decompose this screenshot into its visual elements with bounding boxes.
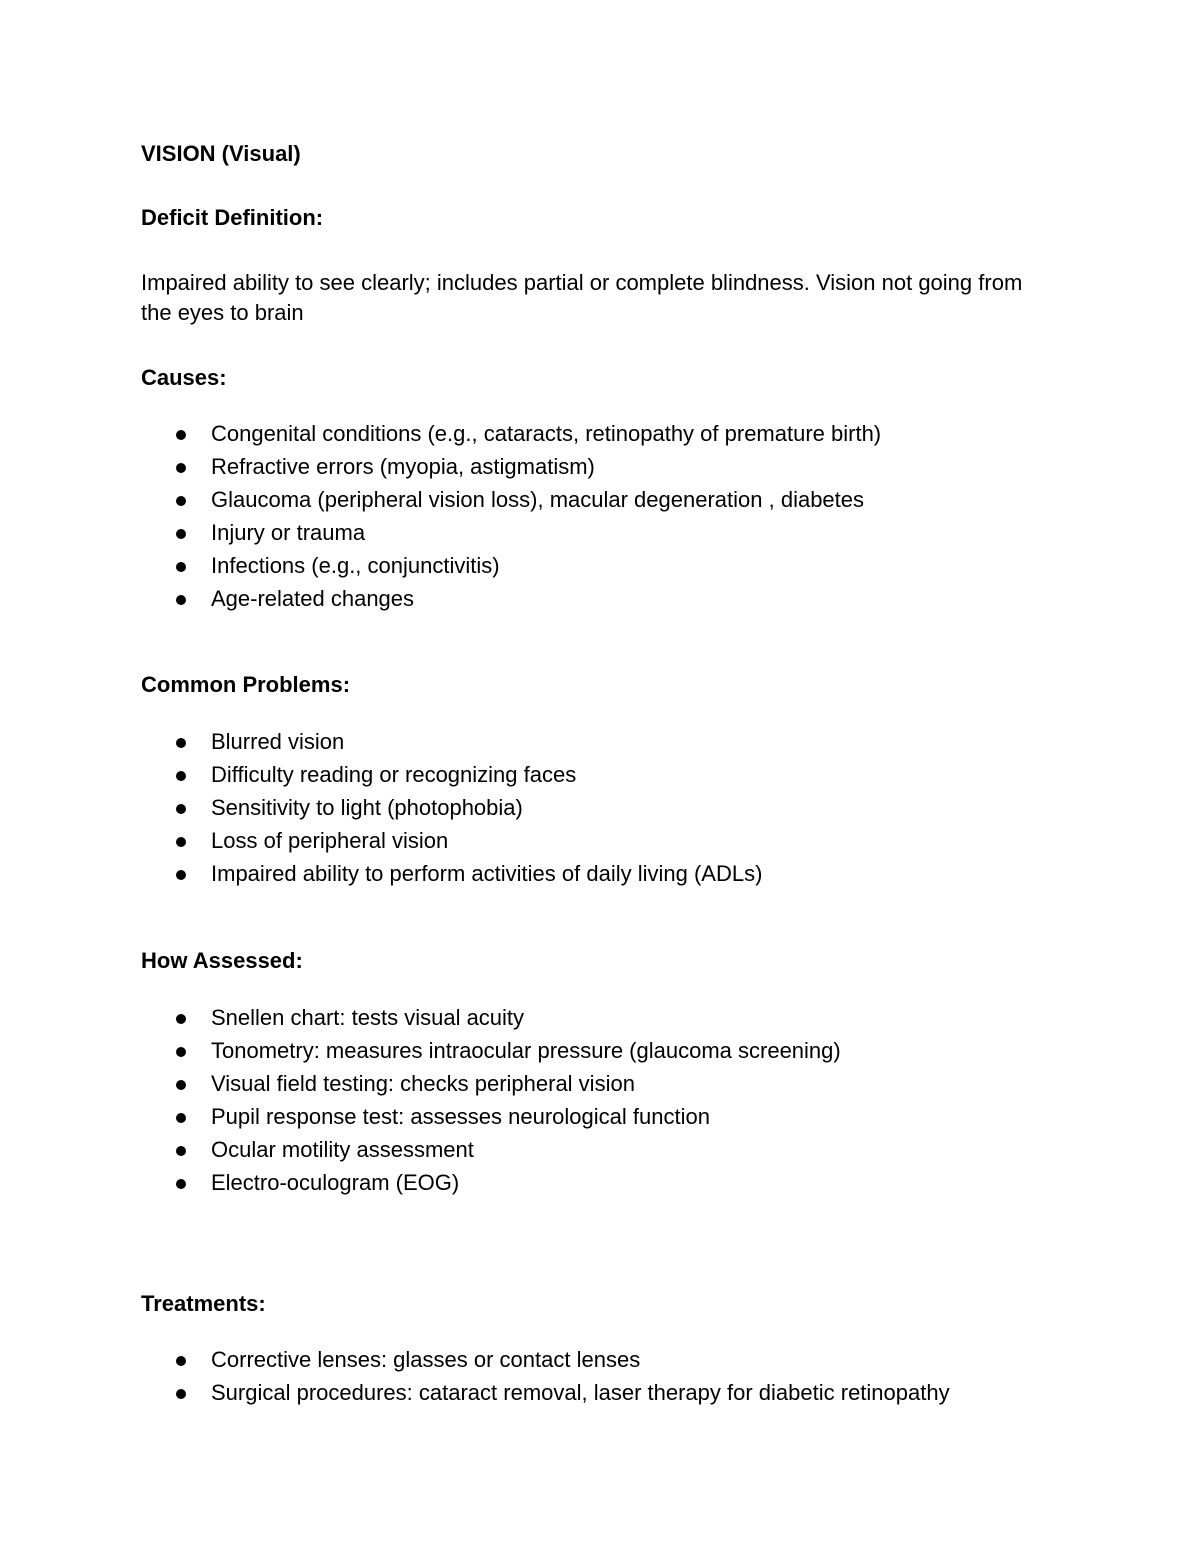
bullet-icon: [176, 1080, 186, 1090]
assessed-heading: How Assessed:: [141, 948, 303, 973]
bullet-icon: [176, 562, 186, 572]
problems-heading: Common Problems:: [141, 672, 351, 697]
bullet-icon: [176, 463, 186, 473]
bullet-icon: [176, 804, 186, 814]
bullet-icon: [176, 595, 186, 605]
bullet-icon: [176, 529, 186, 539]
bullet-icon: [176, 1179, 186, 1189]
bullet-icon: [176, 1014, 186, 1024]
bullet-icon: [176, 738, 186, 748]
bullet-icon: [176, 430, 186, 440]
bullet-icon: [176, 837, 186, 847]
document-page: VISION (Visual) Deficit Definition: Impaired ability to see clearly; includes partial or complete blindness. Vision not going from the eyes to brain Causes: Congenital conditions (e.g., cataracts, retinopathy of premature birth) Refractive errors (myopia, astigmatism) Glaucoma (peripheral vision loss), macular degeneration , diabetes Injury or trauma Infections (e.g., conjunctivitis) Age-related changes Common Problems: Blurred vision Difficulty reading or recognizing faces Sensitivity to light (photophobia) Loss of peripheral vision Impaired ability to perform activities of daily living (ADLs) How Assessed: Snellen chart: tests visual acuity Tonometry: measures intraocular pressure (glaucoma screening) Visual field testing: checks peripheral vision Pupil response test: assesses neurological function Ocular motility assessment Electro-oculogram (EOG) Treatments: Corrective lenses: glasses or contact lenses Surgical procedures: cataract removal, laser therapy for diabetic retinopathy: [0, 0, 1200, 1553]
deficit-heading: Deficit Definition:: [141, 205, 324, 230]
causes-heading: Causes:: [141, 365, 227, 390]
bullet-icon: [176, 496, 186, 506]
bullet-icon: [176, 1356, 186, 1366]
bullet-icon: [176, 1047, 186, 1057]
bullet-icon: [176, 1146, 186, 1156]
bullet-icon: [176, 771, 186, 781]
bullet-icon: [176, 1389, 186, 1399]
page-title: VISION (Visual): [141, 141, 301, 166]
deficit-text: Impaired ability to see clearly; includes partial or complete blindness. Vision not going from the eyes to brain: [141, 270, 1023, 325]
bullet-icon: [176, 1113, 186, 1123]
bullet-icon: [176, 870, 186, 880]
treatments-heading: Treatments:: [141, 1291, 266, 1316]
